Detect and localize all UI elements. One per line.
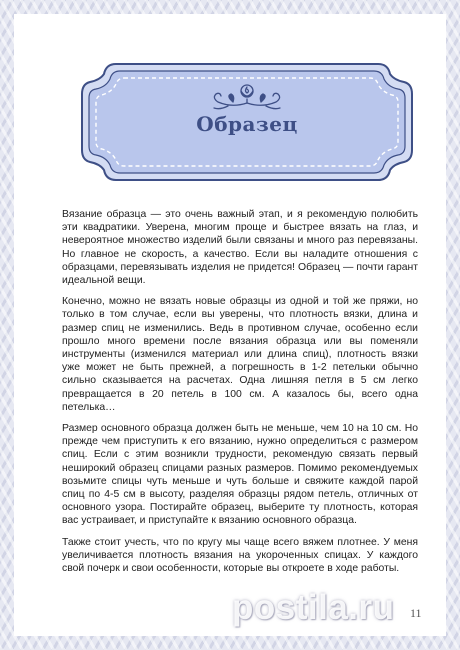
- paragraph: Конечно, можно не вязать новые образцы из одной и той же пряжи, но только в том случае, если вы уверены, что плотность вязки, длина и размер спиц не изменились. Ведь в противном случае, особенно если прошло много времени после вязания образца или вы поменяли инструменты (изменился материал или длина спиц), плотность вязки уже может не быть прежней, а погрешность в 1-2 петельки обычно сильно сказывается на расчетах. Одна лишняя петля в 5 см легко превращается в 20 петель в 100 см. А казалось бы, всего одна петелька…: [62, 296, 418, 413]
- paragraph: Размер основного образца должен быть не меньше, чем 10 на 10 см. Но прежде чем приступить к его вязанию, нужно определиться с размером спиц. Если с этим возникли трудности, рекомендую связать первый неширокий образец спицами разных размеров. Помимо рекомендуемых возьмите спицы чуть меньше и чуть больше и свяжите каждой парой спиц по 4-5 см в высоту, разделяя образцы рядом петель, отличных от основного узора. Постирайте образец, выберите ту плотность, которая вас устраивает, и приступайте к вязанию основного образца.: [62, 423, 418, 527]
- page-title: Образец: [196, 112, 298, 136]
- paragraph: Также стоит учесть, что по кругу мы чаще всего вяжем плотнее. У меня увеличивается плотность вязания на укороченных спицах. У каждого свой почерк и свои особенности, которые вы откроете в ходе работы.: [62, 536, 418, 575]
- page-sheet: [14, 14, 446, 636]
- body-text: [62, 208, 418, 583]
- watermark: postila.ru: [232, 588, 395, 627]
- page-number: 11: [410, 606, 422, 620]
- paragraph: Вязание образца — это очень важный этап, и я рекомендую полюбить эти квадратики. Уверена, многим проще и быстрее вязать на глаз, и невероятное множество изделий были связаны и много раз перевязаны. Но главное не скорость, а качество. Если вы наладите отношения с образцами, перевязывать изделия не придется! Образец — почти гарант идеальной вещи.: [62, 209, 418, 287]
- title-banner: [78, 58, 416, 186]
